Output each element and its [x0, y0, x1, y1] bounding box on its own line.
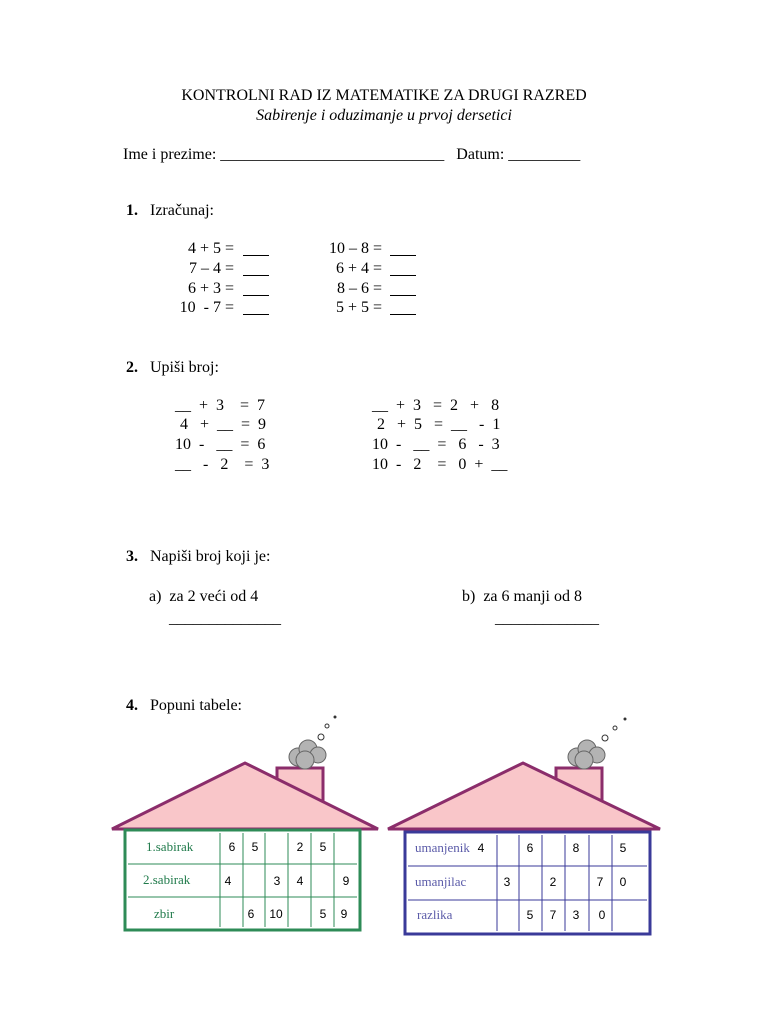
table-cell[interactable]: 10 [269, 907, 283, 921]
task1-right-eq: 5 + 5 = [335, 299, 382, 316]
row-label-sabirak2: 2.sabirak [143, 872, 191, 887]
task2-label: Upiši broj: [150, 359, 219, 376]
smoke-puff [602, 735, 608, 741]
task2-right-eq: __ + 3 = 2 + 8 [372, 397, 500, 414]
roof [388, 763, 660, 829]
table-cell[interactable]: 3 [503, 875, 511, 889]
smoke-puff [334, 716, 337, 719]
task3-a-blank: ______________ [169, 610, 281, 627]
task1-number: 1. [126, 202, 138, 219]
task2-left-eq: __ + 3 = 7 [175, 397, 266, 414]
task1-left-eq: 6 + 3 = [187, 280, 234, 297]
page-subtitle: Sabirenje i oduzimanje u prvoj dersetici [256, 107, 512, 124]
task1-left-eq: 4 + 5 = [187, 240, 234, 257]
table-cell[interactable]: 4 [296, 874, 304, 888]
date-field-label: Datum: _________ [456, 146, 581, 163]
task1-right-eq: 8 – 6 = [336, 280, 382, 297]
task2-right-eq: 10 - __ = 6 - 3 [372, 436, 500, 453]
task4-label: Popuni tabele: [150, 697, 242, 714]
table-cell[interactable]: 5 [251, 840, 259, 854]
task3-b-blank: _____________ [495, 610, 599, 627]
table-cell[interactable]: 5 [526, 908, 534, 922]
task2-right-eq: 10 - 2 = 0 + __ [372, 456, 508, 473]
name-field-label: Ime i prezime: ____________________________ [123, 146, 445, 163]
table-cell[interactable]: 0 [619, 875, 627, 889]
table-cell[interactable]: 4 [224, 874, 232, 888]
table-cell[interactable]: 7 [549, 908, 557, 922]
task3-part-b: b) za 6 manji od 8 [462, 588, 582, 605]
table-cell[interactable]: 2 [549, 875, 557, 889]
table-cell[interactable]: 5 [319, 907, 327, 921]
page-title: KONTROLNI RAD IZ MATEMATIKE ZA DRUGI RAZRED [181, 87, 587, 104]
task3-number: 3. [126, 548, 138, 565]
row-label-sabirak1: 1.sabirak [146, 839, 194, 854]
table-cell[interactable]: 5 [619, 841, 627, 855]
task1-right-eq: 6 + 4 = [335, 260, 382, 277]
table-cell[interactable]: 7 [596, 875, 604, 889]
smoke-cloud [289, 740, 326, 769]
table-cell[interactable]: 8 [572, 841, 580, 855]
smoke-puff [613, 726, 617, 730]
task3-label: Napiši broj koji je: [150, 548, 271, 565]
task2-left-eq: 4 + __ = 9 [180, 416, 267, 433]
smoke-puff [325, 724, 329, 728]
table-cell[interactable]: 4 [477, 841, 485, 855]
task1-left-eq: 7 – 4 = [188, 260, 234, 277]
roof [112, 763, 378, 829]
task3-part-a: a) za 2 veći od 4 [149, 588, 259, 605]
table-cell[interactable]: 5 [319, 840, 327, 854]
row-label-razlika: razlika [417, 907, 453, 922]
task2-left-eq: 10 - __ = 6 [175, 436, 266, 453]
row-label-umanjilac: umanjilac [415, 874, 467, 889]
task1-label: Izračunaj: [150, 202, 214, 219]
table-cell[interactable]: 0 [598, 908, 606, 922]
task4-number: 4. [126, 697, 138, 714]
table-cell[interactable]: 9 [340, 907, 348, 921]
table-cell[interactable]: 2 [296, 840, 304, 854]
table-cell[interactable]: 9 [342, 874, 350, 888]
smoke-puff [318, 734, 324, 740]
task1-right-eq: 10 – 8 = [328, 240, 382, 257]
task2-number: 2. [126, 359, 138, 376]
task1-left-eq: 10 - 7 = [179, 299, 234, 316]
smoke-puff [624, 718, 627, 721]
house-right [388, 718, 660, 830]
house-left [112, 716, 378, 830]
smoke-cloud [568, 740, 605, 769]
task2-right-eq: 2 + 5 = __ - 1 [377, 416, 501, 433]
table-cell[interactable]: 6 [526, 841, 534, 855]
table-cell[interactable]: 3 [572, 908, 580, 922]
table-cell[interactable]: 3 [273, 874, 281, 888]
row-label-umanjenik: umanjenik [415, 840, 470, 855]
row-label-zbir: zbir [154, 906, 175, 921]
table-cell[interactable]: 6 [247, 907, 255, 921]
task2-left-eq: __ - 2 = 3 [175, 456, 270, 473]
table-cell[interactable]: 6 [228, 840, 236, 854]
